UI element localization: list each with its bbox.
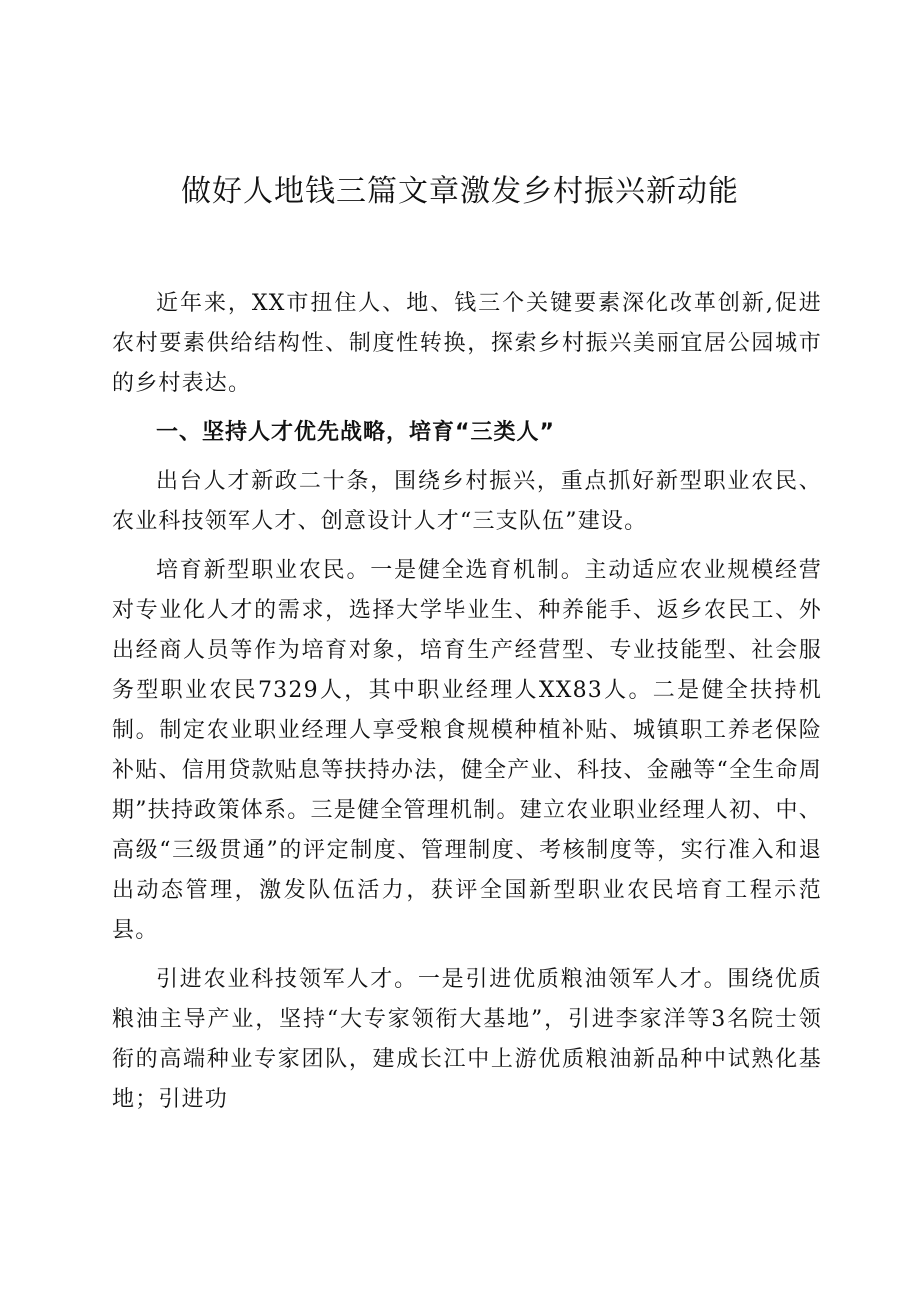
paragraph-1: 出台人才新政二十条，围绕乡村振兴，重点抓好新型职业农民、农业科技领军人才、创意设计人才“三支队伍”建设。 <box>112 469 822 534</box>
intro-paragraph: 近年来，XX市扭住人、地、钱三个关键要素深化改革创新,促进农村要素供给结构性、制度性转换，探索乡村振兴美丽宜居公园城市的乡村表达。 <box>112 291 822 396</box>
document-title: 做好人地钱三篇文章激发乡村振兴新动能 <box>181 174 739 209</box>
section-heading-1: 一、坚持人才优先战略，培育“三类人” <box>156 420 555 445</box>
paragraph-3: 引进农业科技领军人才。一是引进优质粮油领军人才。围绕优质粮油主导产业，坚持“大专家领衔大基地”，引进李家洋等3名院士领衔的高端种业专家团队，建成长江中上游优质粮油新品种中试熟化基地；引进功 <box>112 967 822 1112</box>
document-body <box>112 284 822 1129</box>
paragraph-2: 培育新型职业农民。一是健全选育机制。主动适应农业规模经营对专业化人才的需求，选择大学毕业生、种养能手、返乡农民工、外出经商人员等作为培育对象，培育生产经营型、专业技能型、社会服务型职业农民7329人，其中职业经理人XX83人。二是健全扶持机制。制定农业职业经理人享受粮食规模种植补贴、城镇职工养老保险补贴、信用贷款贴息等扶持办法，健全产业、科技、金融等“全生命周期”扶持政策体系。三是健全管理机制。建立农业职业经理人初、中、高级“三级贯通”的评定制度、管理制度、考核制度等，实行准入和退出动态管理，激发队伍活力，获评全国新型职业农民培育工程示范县。 <box>112 558 822 943</box>
